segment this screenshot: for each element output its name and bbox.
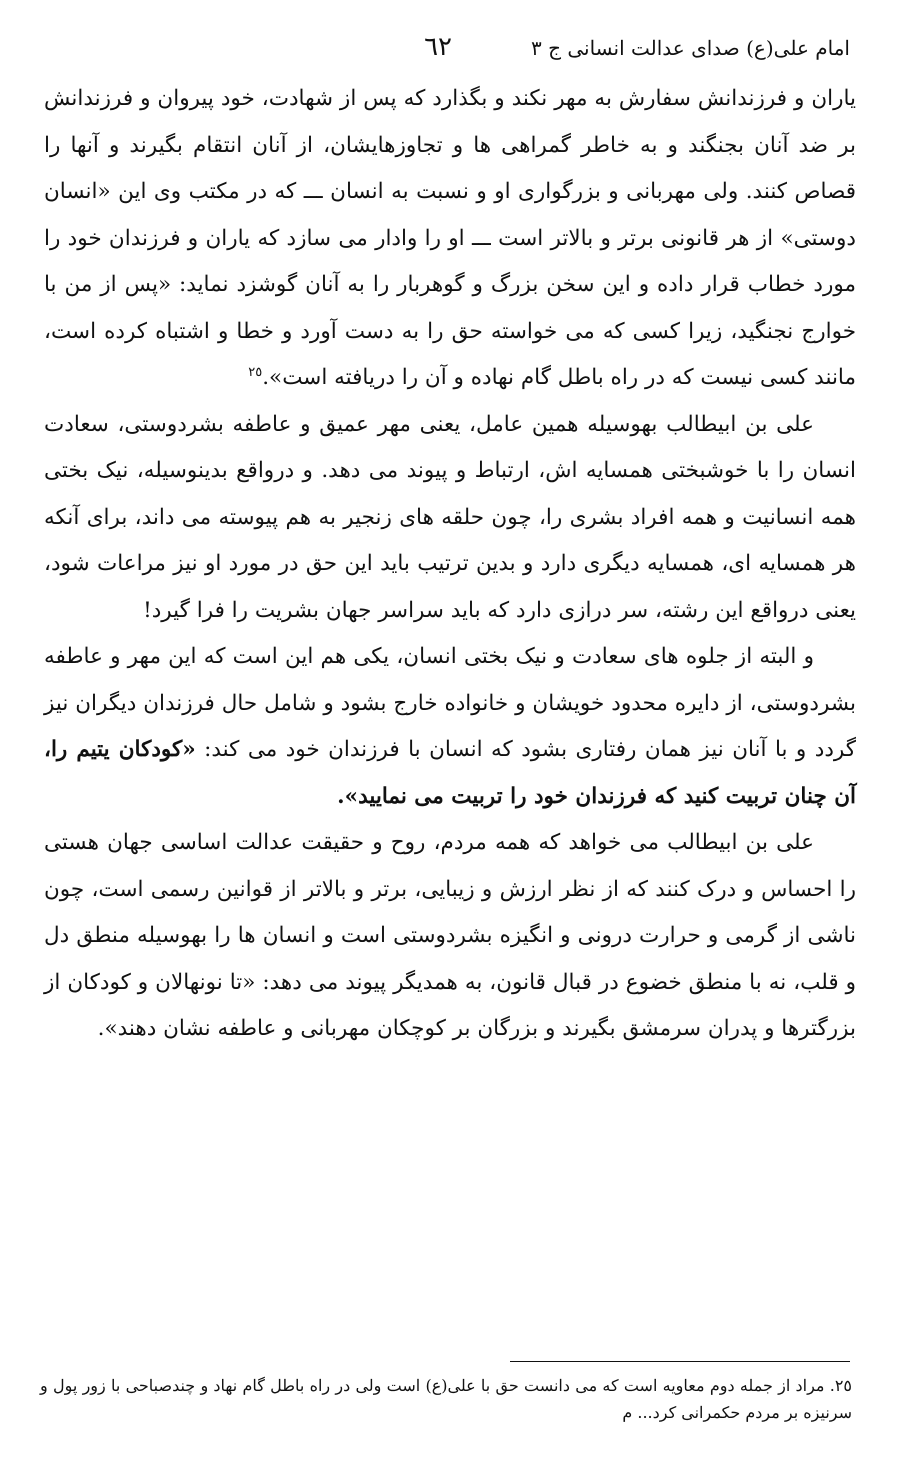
quote-bold: «کودکان یتیم را، آن چنان تربیت کنید که فرزندان خود را تربیت می نمایید». [44,737,856,809]
footnote-reference[interactable]: ٢٥ [248,364,263,380]
paragraph-1 [44,76,856,402]
paragraph-1-text: یاران و فرزندانش سفارش به مهر نکند و بگذارد که پس از شهادت، خود پیروان و فرزندانش بر ضد آنان بجنگند و به خاطر گمراهی ها و تجاوزهایشان، از آنان انتقام بگیرند و آنها را قصاص کنند. ولی مهربانی و بزرگواری او و نسبت به انسان ـــ که در مکتب وی این «انسان دوستی» از هر قانونی برتر و بالاتر است ـــ او را وادار می سازد که یاران و فرزندان خود را مورد خطاب قرار داده و این سخن بزرگ و گوهربار را به آنان گوشزد نماید: «پس از من با خوارج نجنگید، زیرا کسی که می خواسته حق را به دست آورد و خطا و اشتباه کرده است، مانند کسی نیست که در راه باطل گام نهاده و آن را دریافته است». [44,86,856,390]
footnote-divider [510,1361,850,1362]
footnote: ٢٥. مراد از جمله دوم معاویه است که می دانست حق با علی(ع) است ولی در راه باطل گام نهاد و چندصباحی با زور پول و سرنیزه بر مردم حکمرانی کرد... م [40,1376,852,1422]
paragraph-3-text: و البته از جلوه های سعادت و نیک بختی انسان، یکی هم این است که این مهر و عاطفه بشردوستی، از دایره محدود خویشان و خانواده خارج بشود و شامل حال فرزندان دیگران نیز گردد و با آنان نیز همان رفتاری بشود که انسان با فرزندان خود می کند: [44,644,856,762]
paragraph-4: علی بن ابیطالب می خواهد که همه مردم، روح و حقیقت عدالت اساسی جهان هستی را احساس و درک کنند که از نظر ارزش و زیبایی، برتر و بالاتر از قوانین رسمی است، چون ناشی از گرمی و حرارت درونی و انگیزه بشردوستی است و انسان ها را بهوسیله منطق دل و قلب، نه با منطق خضوع در قبال قانون، به همدیگر پیوند می دهد: «تا نونهالان و کودکان از بزرگترها و پدران سرمشق بگیرند و بزرگان بر کوچکان مهربانی و عاطفه نشان دهند». [44,830,856,1041]
page-number: ٦٢ [424,32,452,62]
body-text [44,76,856,1053]
book-title: امام علی(ع) صدای عدالت انسانی ج ٣ [530,36,850,60]
paragraph-2: علی بن ابیطالب بهوسیله همین عامل، یعنی مهر عمیق و عاطفه بشردوستی، سعادت انسان را با خوشبختی همسایه اش، ارتباط و پیوند می دهد. و درواقع بدینوسیله، نیک بختی همه انسانیت و همه افراد بشری را، چون حلقه های زنجیر به هم پیوسته می داند، برای آنکه هر همسایه ای، همسایه دیگری دارد و بدین ترتیب باید این حق در مورد او نیز مراعات شود، یعنی درواقع این رشته، سر درازی دارد که باید سراسر جهان بشریت را فرا گیرد! [44,411,856,623]
running-header [40,32,860,72]
paragraph-3 [44,634,856,820]
